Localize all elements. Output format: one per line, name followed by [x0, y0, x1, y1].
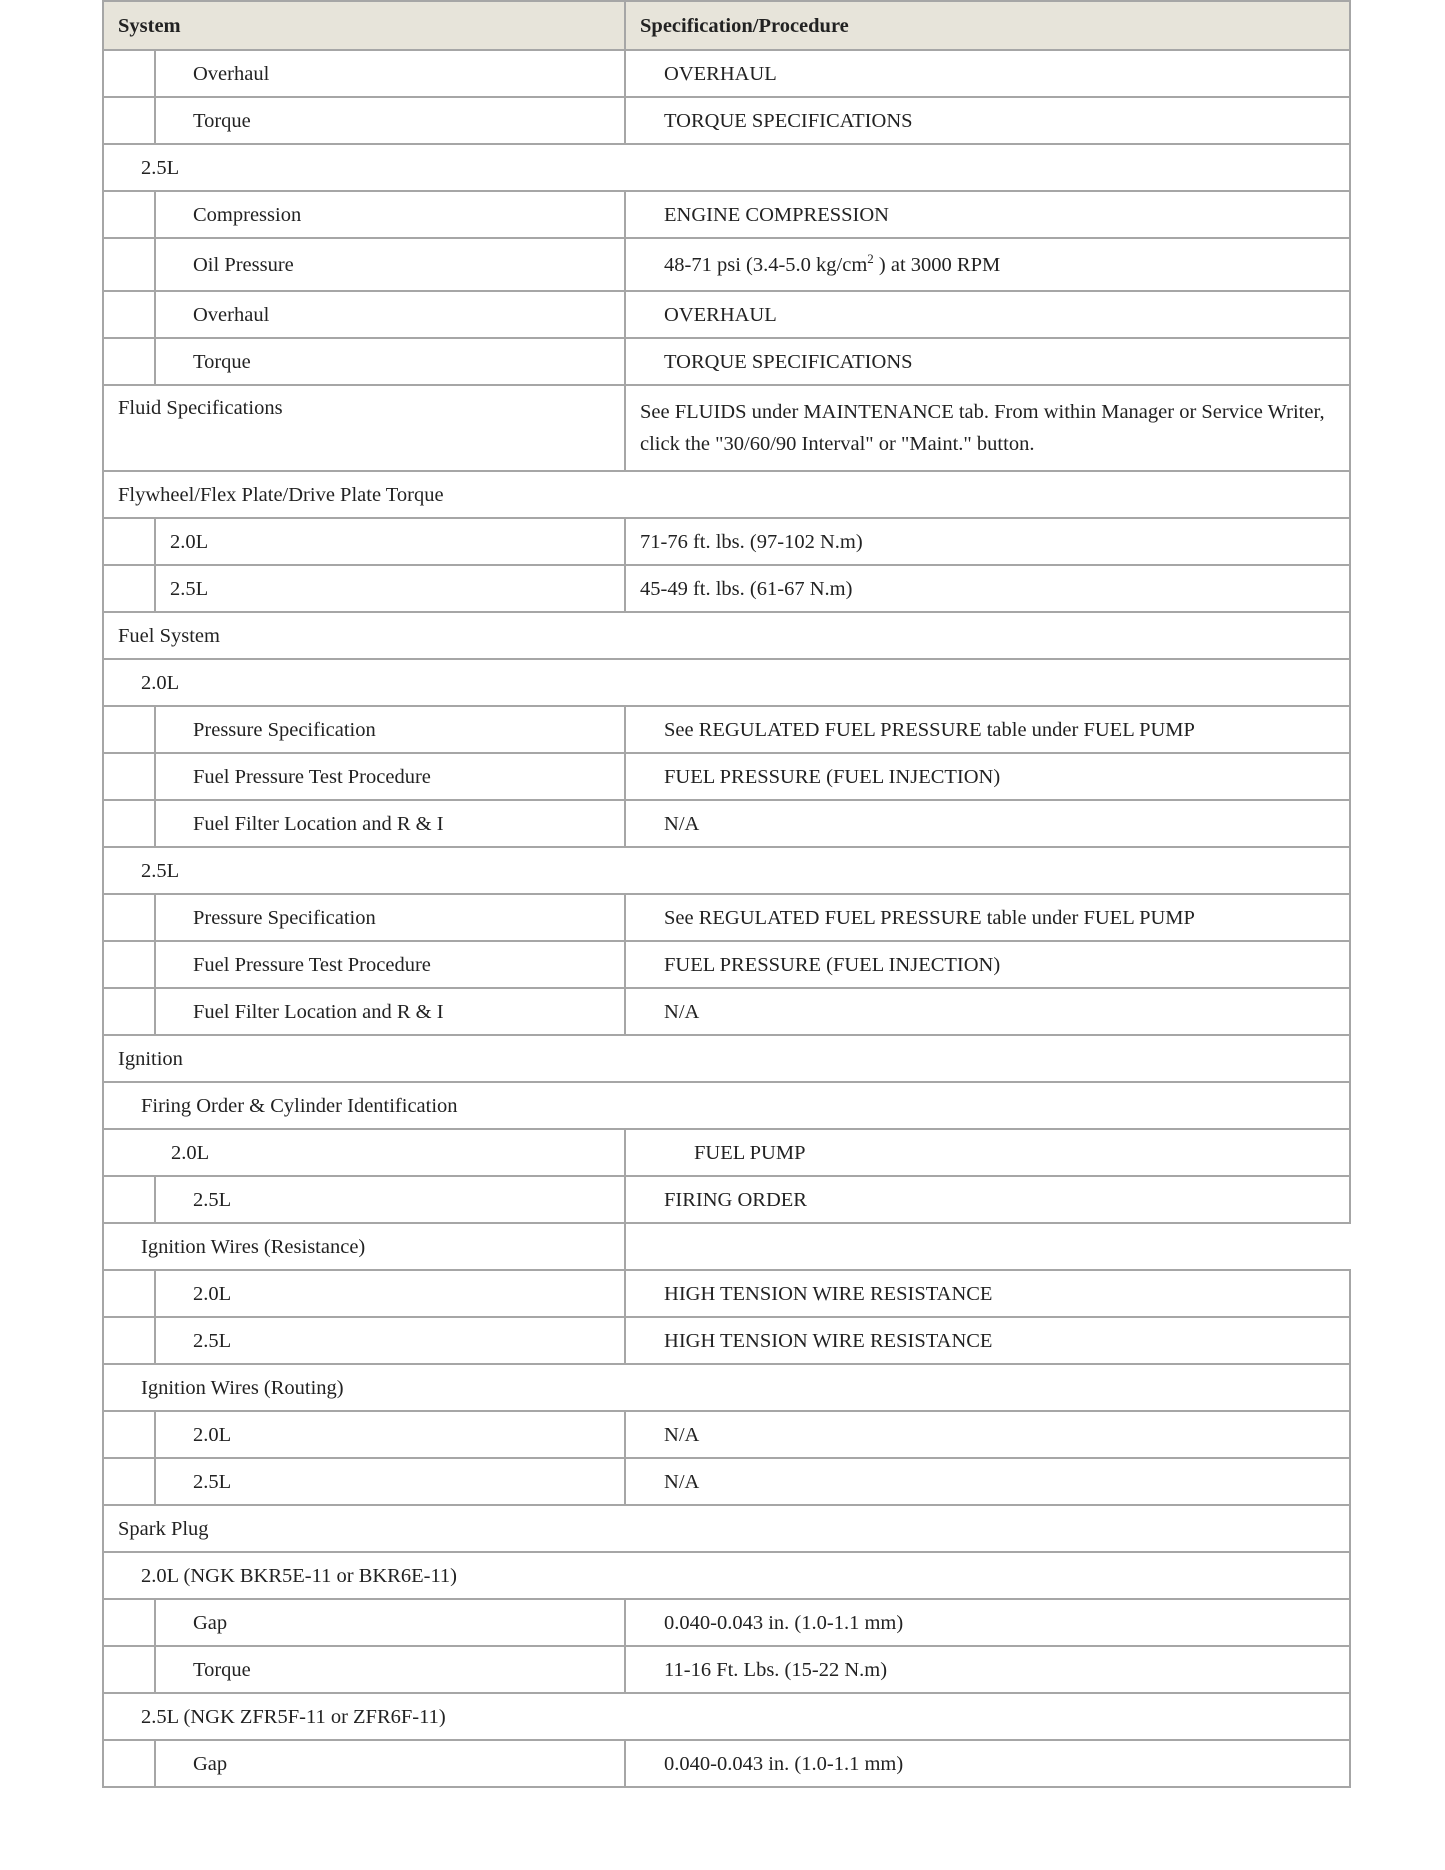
indent-cell [103, 1317, 155, 1364]
row-spec: 11-16 Ft. Lbs. (15-22 N.m) [625, 1646, 1350, 1693]
spec-text: 48-71 psi (3.4-5.0 kg/cm [664, 253, 868, 276]
indent-cell [103, 753, 155, 800]
group-heading: Spark Plug [103, 1505, 1350, 1552]
superscript: 2 [867, 250, 874, 266]
row-name: Fuel Pressure Test Procedure [155, 941, 625, 988]
indent-cell [103, 565, 155, 612]
indent-cell [103, 50, 155, 97]
row-spec: FIRING ORDER [625, 1176, 1350, 1223]
indent-cell [103, 941, 155, 988]
row-spec: N/A [625, 1411, 1350, 1458]
group-heading: 2.0L [103, 659, 1350, 706]
row-name: Torque [155, 338, 625, 385]
table-row [103, 191, 1350, 238]
row-spec: 45-49 ft. lbs. (61-67 N.m) [625, 565, 1350, 612]
row-name: Oil Pressure [155, 238, 625, 291]
table-row [103, 144, 1350, 191]
row-name: Torque [155, 97, 625, 144]
row-name: Gap [155, 1740, 625, 1787]
row-spec: HIGH TENSION WIRE RESISTANCE [625, 1317, 1350, 1364]
indent-cell [103, 988, 155, 1035]
indent-cell [103, 1270, 155, 1317]
indent-cell [103, 1458, 155, 1505]
row-name: 2.0L [155, 1270, 625, 1317]
row-spec: 71-76 ft. lbs. (97-102 N.m) [625, 518, 1350, 565]
row-name: Fuel Filter Location and R & I [155, 988, 625, 1035]
row-name: 2.5L [155, 1176, 625, 1223]
table-row [103, 753, 1350, 800]
empty-cell [625, 1223, 1350, 1270]
row-name: Torque [155, 1646, 625, 1693]
row-name: Overhaul [155, 291, 625, 338]
table-row [103, 1270, 1350, 1317]
row-name: Fuel Filter Location and R & I [155, 800, 625, 847]
spec-table [102, 0, 1351, 1788]
indent-cell [103, 1599, 155, 1646]
indent-cell [103, 1646, 155, 1693]
row-name: 2.5L [155, 1458, 625, 1505]
table-header-row [103, 1, 1350, 50]
group-heading: 2.5L [103, 144, 1350, 191]
row-name: 2.0L [155, 518, 625, 565]
header-spec: Specification/Procedure [625, 1, 1350, 50]
row-name: Gap [155, 1599, 625, 1646]
table-row [103, 1317, 1350, 1364]
row-spec: See REGULATED FUEL PRESSURE table under FUEL PUMP [625, 706, 1350, 753]
row-spec: TORQUE SPECIFICATIONS [625, 97, 1350, 144]
indent-cell [103, 338, 155, 385]
table-row [103, 800, 1350, 847]
table-row [103, 1223, 1350, 1270]
row-spec: N/A [625, 800, 1350, 847]
row-spec: OVERHAUL [625, 291, 1350, 338]
table-row [103, 1364, 1350, 1411]
row-name: Overhaul [155, 50, 625, 97]
table-row [103, 847, 1350, 894]
row-spec: HIGH TENSION WIRE RESISTANCE [625, 1270, 1350, 1317]
table-row [103, 1693, 1350, 1740]
indent-cell [103, 518, 155, 565]
indent-cell [103, 800, 155, 847]
table-row [103, 385, 1350, 471]
row-spec: See REGULATED FUEL PRESSURE table under FUEL PUMP [625, 894, 1350, 941]
table-row [103, 659, 1350, 706]
indent-cell [103, 1176, 155, 1223]
table-row [103, 706, 1350, 753]
row-spec: N/A [625, 988, 1350, 1035]
row-spec: 0.040-0.043 in. (1.0-1.1 mm) [625, 1740, 1350, 1787]
table-row [103, 565, 1350, 612]
indent-cell [103, 191, 155, 238]
indent-cell [103, 894, 155, 941]
row-spec: OVERHAUL [625, 50, 1350, 97]
indent-cell [103, 706, 155, 753]
table-row [103, 1505, 1350, 1552]
table-row [103, 50, 1350, 97]
row-name: Fluid Specifications [103, 385, 625, 471]
table-row [103, 941, 1350, 988]
table-row [103, 471, 1350, 518]
row-spec: TORQUE SPECIFICATIONS [625, 338, 1350, 385]
row-name: Pressure Specification [155, 894, 625, 941]
group-heading: Ignition Wires (Routing) [103, 1364, 1350, 1411]
table-row [103, 1552, 1350, 1599]
row-name: 2.5L [155, 565, 625, 612]
group-heading: Ignition [103, 1035, 1350, 1082]
table-row [103, 1411, 1350, 1458]
row-spec [625, 238, 1350, 291]
row-name: 2.0L [155, 1411, 625, 1458]
table-row [103, 518, 1350, 565]
indent-cell [103, 1740, 155, 1787]
row-name: Compression [155, 191, 625, 238]
row-spec: N/A [625, 1458, 1350, 1505]
table-row [103, 238, 1350, 291]
indent-cell [103, 1411, 155, 1458]
row-spec: 0.040-0.043 in. (1.0-1.1 mm) [625, 1599, 1350, 1646]
table-row [103, 97, 1350, 144]
table-row [103, 1646, 1350, 1693]
table-row [103, 1129, 1350, 1176]
header-system: System [103, 1, 625, 50]
group-heading: 2.5L [103, 847, 1350, 894]
table-row [103, 291, 1350, 338]
row-name: 2.5L [155, 1317, 625, 1364]
row-name: Fuel Pressure Test Procedure [155, 753, 625, 800]
indent-cell [103, 97, 155, 144]
row-name: Pressure Specification [155, 706, 625, 753]
table-row [103, 612, 1350, 659]
table-row [103, 1035, 1350, 1082]
table-row [103, 1458, 1350, 1505]
table-row [103, 1176, 1350, 1223]
group-heading: 2.0L (NGK BKR5E-11 or BKR6E-11) [103, 1552, 1350, 1599]
group-heading: 2.5L (NGK ZFR5F-11 or ZFR6F-11) [103, 1693, 1350, 1740]
table-row [103, 1740, 1350, 1787]
row-spec: FUEL PRESSURE (FUEL INJECTION) [625, 753, 1350, 800]
row-spec: ENGINE COMPRESSION [625, 191, 1350, 238]
indent-cell [103, 238, 155, 291]
row-spec: See FLUIDS under MAINTENANCE tab. From within Manager or Service Writer, click the "30/60/90 Interval" or "Maint." button. [625, 385, 1350, 471]
spec-text: ) at 3000 RPM [873, 253, 1001, 276]
table-row [103, 894, 1350, 941]
row-spec: FUEL PRESSURE (FUEL INJECTION) [625, 941, 1350, 988]
row-name: 2.0L [103, 1129, 625, 1176]
table-row [103, 1082, 1350, 1129]
group-heading: Firing Order & Cylinder Identification [103, 1082, 1350, 1129]
table-row [103, 1599, 1350, 1646]
row-spec: FUEL PUMP [625, 1129, 1350, 1176]
indent-cell [103, 291, 155, 338]
table-row [103, 988, 1350, 1035]
group-heading: Fuel System [103, 612, 1350, 659]
group-heading: Flywheel/Flex Plate/Drive Plate Torque [103, 471, 1350, 518]
group-heading: Ignition Wires (Resistance) [103, 1223, 625, 1270]
table-row [103, 338, 1350, 385]
